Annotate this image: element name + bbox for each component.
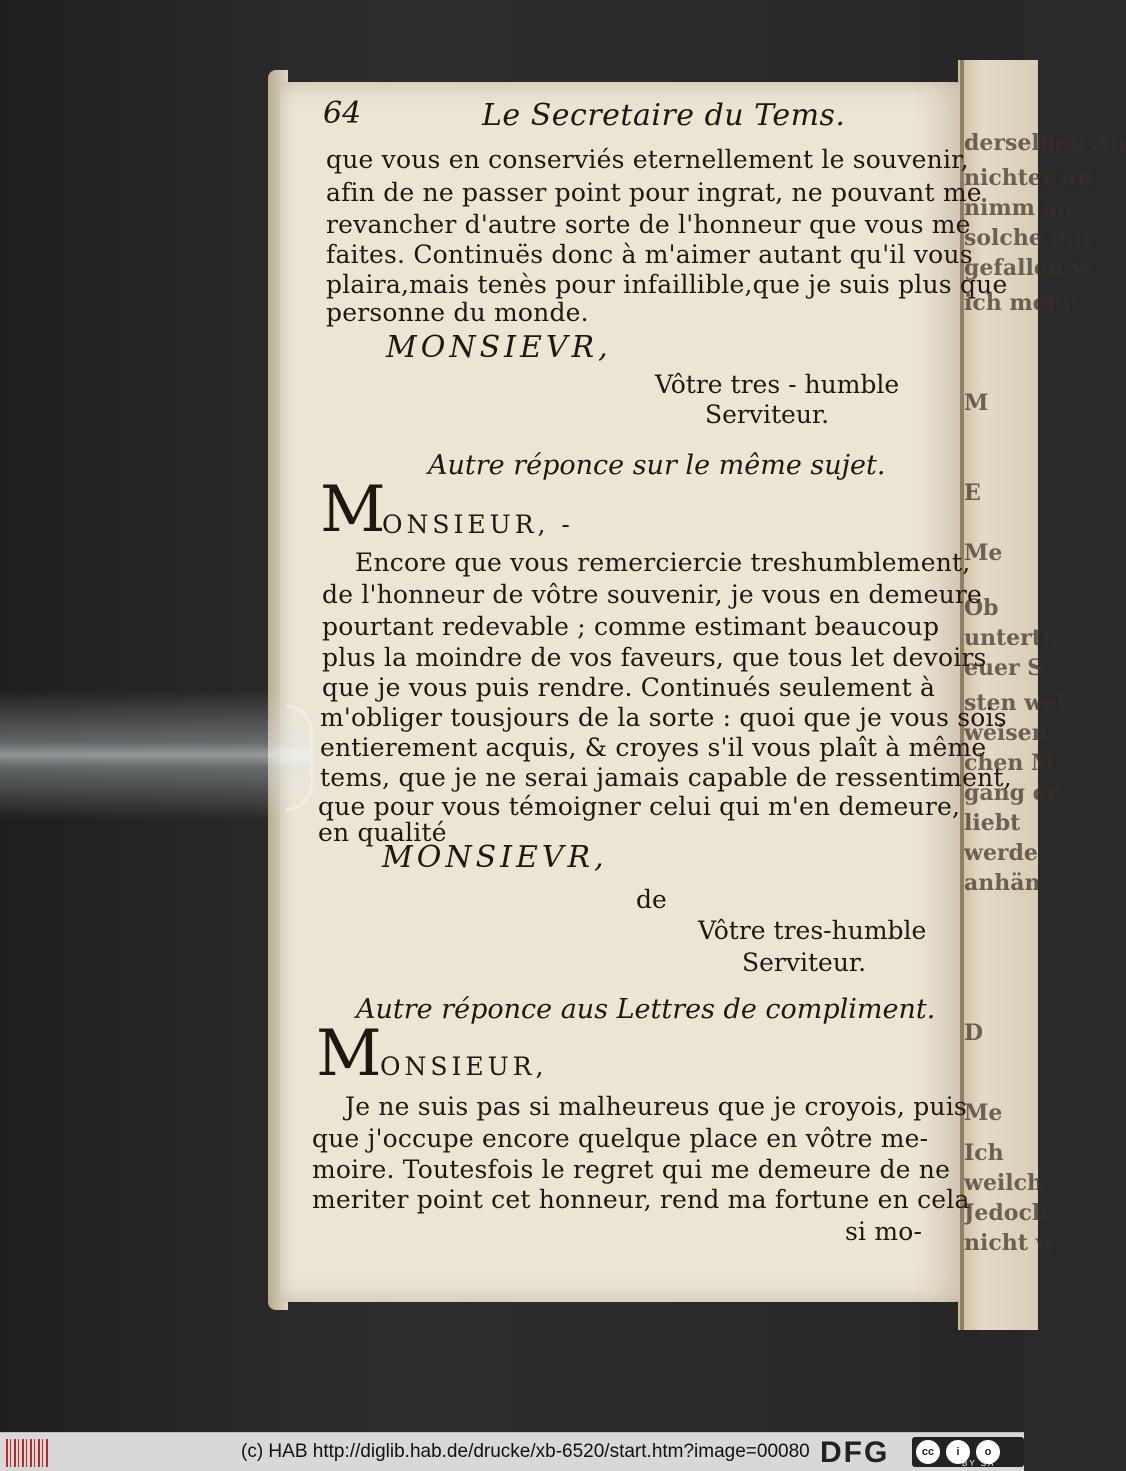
letter-heading: Autre réponce sur le même sujet. <box>428 450 886 481</box>
facing-page-fragment: nimm an <box>964 195 1073 221</box>
salutation: MONSIEVR, <box>382 840 608 875</box>
facing-page-fragment: Ob <box>964 595 999 621</box>
text-line: plus la moindre de vos faveurs, que tous let devoirs <box>322 643 987 672</box>
license-subtext: BY SA <box>962 1459 996 1468</box>
text-line: plaira,mais tenès pour infaillible,que je suis plus que <box>326 270 1008 299</box>
facing-page-fragment: weisen <box>964 720 1048 746</box>
text-line: que vous en conserviés eternellement le souvenir, <box>326 145 969 174</box>
attribution-icon: i <box>946 1440 970 1464</box>
text-line: Encore que vous remerciercie treshumblement, <box>355 548 971 577</box>
text-line: tems, que je ne serai jamais capable de ressentiment, <box>320 763 1012 792</box>
text-line: meriter point cet honneur, rend ma fortune en cela <box>312 1185 970 1214</box>
facing-page-fragment: Me <box>964 1100 1003 1126</box>
text-line: que j'occupe encore quelque place en vôtre me- <box>312 1124 929 1153</box>
text-line: revancher d'autre sorte de l'honneur que vous me <box>326 210 971 239</box>
cc-icon: cc <box>916 1440 940 1464</box>
facing-page-fragment: derselben An <box>964 130 1126 156</box>
share-alike-icon: o <box>976 1440 1000 1464</box>
facing-page-fragment: anhän <box>964 870 1041 896</box>
facing-page-fragment: solche mir <box>964 225 1094 251</box>
drop-capital: M <box>320 473 386 547</box>
footer-bar <box>0 1432 1024 1471</box>
letter-heading: Autre réponce aus Lettres de compliment. <box>356 994 936 1025</box>
facing-page-fragment: E <box>964 480 981 506</box>
text-line: personne du monde. <box>326 298 589 327</box>
facing-page-fragment: chen M <box>964 750 1056 776</box>
salutation: MONSIEVR, <box>386 330 612 365</box>
facing-page-fragment: Jedoch <box>964 1200 1048 1226</box>
facing-page-fragment: euer S <box>964 655 1044 681</box>
facing-page-fragment: sten wel <box>964 690 1066 716</box>
signature-line: Vôtre tres - humble <box>655 370 900 399</box>
text-line: faites. Continuës donc à m'aimer autant qu'il vous <box>326 240 973 269</box>
barcode-icon <box>6 1439 48 1467</box>
text-line: Je ne suis pas si malheureus que je croyois, puis <box>345 1092 967 1121</box>
text-line: moire. Toutesfois le regret qui me demeure de ne <box>312 1155 951 1184</box>
text-line: afin de ne passer point pour ingrat, ne pouvant me <box>326 178 982 207</box>
dfg-logo[interactable]: DFG <box>820 1436 890 1469</box>
credit-text[interactable]: (c) HAB http://diglib.hab.de/drucke/xb-6520/start.htm?image=00080 <box>241 1441 810 1462</box>
facing-page-fragment: werde <box>964 840 1038 866</box>
page-number: 64 <box>323 96 362 131</box>
text-line: que pour vous témoigner celui qui m'en demeure, <box>318 792 961 821</box>
signature-line: Serviteur. <box>742 948 867 977</box>
holding-strap-tip <box>286 705 313 811</box>
text-line: de l'honneur de vôtre souvenir, je vous en demeure <box>322 580 983 609</box>
text-line: que je vous puis rendre. Continués seulement à <box>322 673 936 702</box>
text-line: pourtant redevable ; comme estimant beaucoup <box>322 612 940 641</box>
facing-page-fragment: M <box>964 390 989 416</box>
facing-page-fragment: liebt <box>964 810 1021 836</box>
letter-opening: ONSIEUR, - <box>382 510 574 539</box>
signature-line: de <box>636 885 667 914</box>
facing-page-fragment: Ich <box>964 1140 1004 1166</box>
facing-page-fragment: ich mehr <box>964 290 1075 316</box>
facing-page-fragment: Me <box>964 540 1003 566</box>
text-line: m'obliger tousjours de la sorte : quoi que je vous sois <box>320 703 1007 732</box>
facing-page-fragment: D <box>964 1020 984 1046</box>
drop-capital: M <box>316 1017 382 1091</box>
holding-strap <box>0 690 310 820</box>
signature-line: Vôtre tres-humble <box>698 916 927 945</box>
letter-opening: ONSIEUR, <box>380 1052 548 1081</box>
facing-page-fragment: unterth <box>964 625 1058 651</box>
text-line: entierement acquis, & croyes s'il vous plaît à même <box>320 733 987 762</box>
facing-page-fragment: weilch <box>964 1170 1044 1196</box>
running-head: Le Secretaire du Tems. <box>482 98 846 133</box>
text-line: en qualité <box>318 818 447 847</box>
facing-page-fragment: gang er <box>964 780 1059 806</box>
facing-page-fragment: gefallen w <box>964 255 1091 281</box>
facing-page-fragment: nicht w <box>964 1230 1055 1256</box>
signature-line: Serviteur. <box>705 400 830 429</box>
catchword: si mo- <box>845 1217 923 1246</box>
facing-page-fragment: nichter un <box>964 165 1094 191</box>
